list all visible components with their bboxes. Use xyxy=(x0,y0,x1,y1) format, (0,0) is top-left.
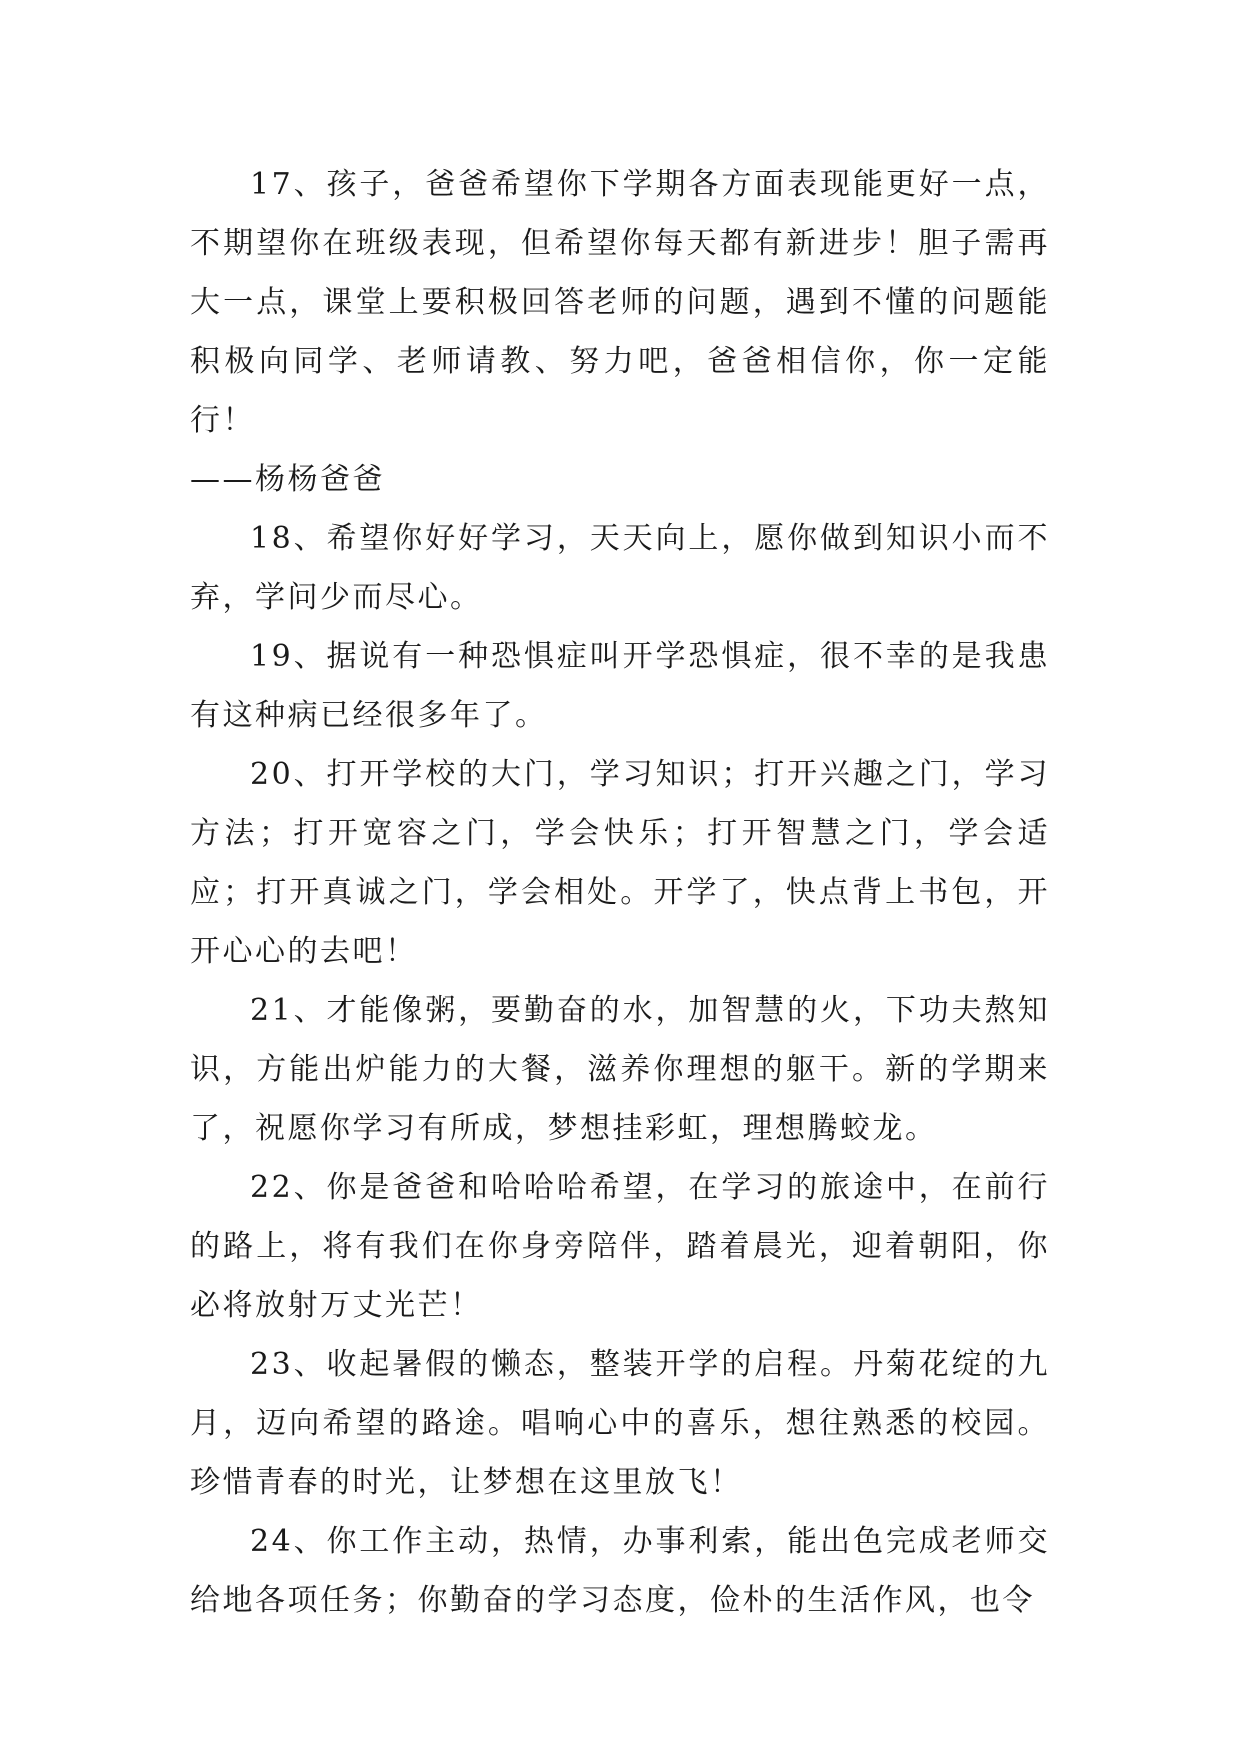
signature-line: ——杨杨爸爸 xyxy=(190,462,385,497)
paragraph-21: 21、才能像粥，要勤奋的水，加智慧的火，下功夫熬知识，方能出炉能力的大餐，滋养你理想的躯干。新的学期来了，祝愿你学习有所成，梦想挂彩虹，理想腾蛟龙。 xyxy=(190,993,1050,1146)
paragraph-22: 22、你是爸爸和哈哈哈希望，在学习的旅途中，在前行的路上，将有我们在你身旁陪伴，踏着晨光，迎着朝阳，你必将放射万丈光芒！ xyxy=(190,1170,1050,1323)
paragraph-17: 17、孩子，爸爸希望你下学期各方面表现能更好一点，不期望你在班级表现，但希望你每天都有新进步！胆子需再大一点，课堂上要积极回答老师的问题，遇到不懂的问题能积极向同学、老师请教、努力吧，爸爸相信你，你一定能行！ xyxy=(190,167,1050,438)
paragraph-18: 18、希望你好好学习，天天向上，愿你做到知识小而不弃，学问少而尽心。 xyxy=(190,521,1050,615)
paragraph-19: 19、据说有一种恐惧症叫开学恐惧症，很不幸的是我患有这种病已经很多年了。 xyxy=(190,639,1050,733)
document-body xyxy=(190,155,1050,1630)
paragraph-23: 23、收起暑假的懒态，整装开学的启程。丹菊花绽的九月，迈向希望的路途。唱响心中的喜乐，想往熟悉的校园。珍惜青春的时光，让梦想在这里放飞！ xyxy=(190,1347,1050,1500)
paragraph-24: 24、你工作主动，热情，办事利索，能出色完成老师交给地各项任务；你勤奋的学习态度，俭朴的生活作风，也令 xyxy=(190,1524,1050,1618)
paragraph-20: 20、打开学校的大门，学习知识；打开兴趣之门，学习方法；打开宽容之门，学会快乐；打开智慧之门，学会适应；打开真诚之门，学会相处。开学了，快点背上书包，开开心心的去吧！ xyxy=(190,757,1050,969)
